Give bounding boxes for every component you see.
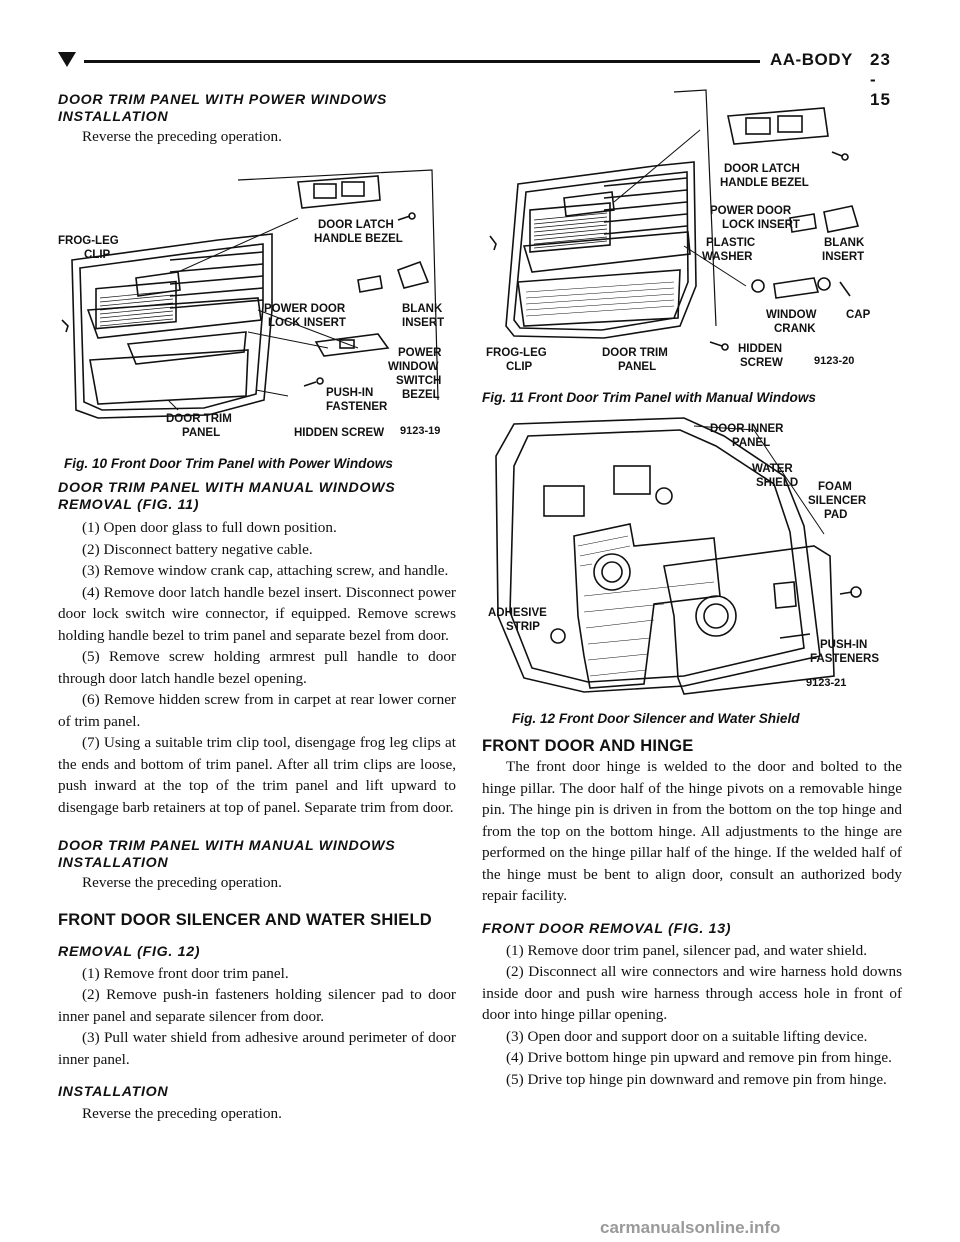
fig10-label-door-latch: DOOR LATCH <box>318 219 394 231</box>
fig11-label-cap: CAP <box>846 309 871 321</box>
fig10-label-lock-insert: LOCK INSERT <box>268 317 346 329</box>
step: (3) Pull water shield from adhesive around perimeter of door inner panel. <box>58 1029 456 1068</box>
fig10-label-fastener: FASTENER <box>326 401 388 413</box>
step: (4) Drive bottom hinge pin upward and remove pin from hinge. <box>506 1049 892 1066</box>
section-subheading: INSTALLATION <box>58 1084 169 1100</box>
fig11-label-door-latch: DOOR LATCH <box>724 163 800 175</box>
left-column-top <box>58 92 456 148</box>
fig11-label-handle-bezel: HANDLE BEZEL <box>720 177 809 189</box>
fig10-label-window: WINDOW <box>388 361 439 373</box>
fig12-label-fasteners: FASTENERS <box>810 653 880 665</box>
fig12-label-adhesive: ADHESIVE <box>488 607 547 619</box>
fig11-label-crank: CRANK <box>774 323 816 335</box>
fig10-label-clip: CLIP <box>84 249 111 261</box>
fig10-label-power: POWER <box>398 347 442 359</box>
fig10-label-door-trim: DOOR TRIM <box>166 413 232 425</box>
step: (1) Remove door trim panel, silencer pad, and water shield. <box>506 941 868 959</box>
fig10-label-bezel: BEZEL <box>402 389 440 401</box>
section-heading: FRONT DOOR SILENCER AND WATER SHIELD <box>58 910 432 929</box>
section-subheading: FRONT DOOR REMOVAL (FIG. 13) <box>482 920 732 937</box>
fig10-label-blank: BLANK <box>402 303 443 315</box>
fig10-label-panel: PANEL <box>182 427 221 439</box>
section-heading: DOOR TRIM PANEL WITH MANUAL WINDOWS <box>58 480 396 496</box>
section-subheading: REMOVAL (FIG. 12) <box>58 943 201 960</box>
fig10-label-frog-leg: FROG-LEG <box>58 235 119 247</box>
figure-12-caption: Fig. 12 Front Door Silencer and Water Shield <box>512 711 800 726</box>
figure-12 <box>484 416 894 706</box>
figure-10-caption: Fig. 10 Front Door Trim Panel with Power Windows <box>64 456 393 471</box>
header-rule <box>84 60 760 63</box>
fig11-label-door-trim: DOOR TRIM <box>602 347 668 359</box>
fig12-label-strip: STRIP <box>506 621 540 633</box>
section-heading: DOOR TRIM PANEL WITH MANUAL WINDOWS <box>58 838 396 854</box>
fig11-label-blank: BLANK <box>824 237 865 249</box>
header-page-number: 23 - 15 <box>870 50 891 109</box>
right-column-main <box>482 736 902 1090</box>
fig11-label-power-door: POWER DOOR <box>710 205 792 217</box>
watermark: carmanualsonline.info <box>600 1218 781 1237</box>
step: (1) Open door glass to full down position. <box>82 519 337 536</box>
section-subheading: REMOVAL (FIG. 11) <box>58 497 200 513</box>
fig10-code: 9123-19 <box>400 425 441 437</box>
step: (2) Disconnect all wire connectors and wire harness hold downs inside door and push wire harness through access hole in front of door into hinge pillar opening. <box>482 963 902 1023</box>
paragraph: Reverse the preceding operation. <box>82 874 282 891</box>
fig11-label-plastic: PLASTIC <box>706 237 756 249</box>
figure-12-illustration <box>484 416 894 706</box>
fig10-label-handle-bezel: HANDLE BEZEL <box>314 233 403 245</box>
step: (3) Remove window crank cap, attaching screw, and handle. <box>82 562 449 579</box>
fig11-label-clip: CLIP <box>506 361 533 373</box>
step: (7) Using a suitable trim clip tool, disengage frog leg clips at the ends and bottom of trim panel. After all trim clips are loose, push inward at the top of the trim panel and lift upward to disengage barb retainers at top of panel. Separate trim from door. <box>58 734 456 816</box>
paragraph: The front door hinge is welded to the door and bolted to the hinge pillar. The door half of the hinge pivots on a removable hinge pin. The hinge pin is driven in from the bottom on the top hinge and from the top on the bottom hinge. All adjustments to the hinge are performed on the hinge pillar half of the hinge. If the welded half of the hinge must be bent to align door, consult an authorized body repair facility. <box>482 758 902 904</box>
fig11-label-screw: SCREW <box>740 357 783 369</box>
fig12-label-door-inner: DOOR INNER <box>710 423 784 435</box>
fig11-label-washer: WASHER <box>702 251 753 263</box>
section-heading: FRONT DOOR AND HINGE <box>482 737 694 755</box>
fig11-label-lock-insert: LOCK INSERT <box>722 219 800 231</box>
fig11-label-insert: INSERT <box>822 251 865 263</box>
fig11-label-window: WINDOW <box>766 309 817 321</box>
paragraph: Reverse the preceding operation. <box>82 128 282 145</box>
step: (1) Remove front door trim panel. <box>82 964 289 982</box>
fig11-label-hidden: HIDDEN <box>738 343 783 355</box>
fig11-label-panel: PANEL <box>618 361 657 373</box>
step: (4) Remove door latch handle bezel insert. Disconnect power door lock switch wire connector, if equipped. Remove screws holding handle bezel to trim panel and separate bezel from door. <box>58 583 456 644</box>
fig10-label-hidden-screw: HIDDEN SCREW <box>294 427 385 439</box>
fig12-label-water: WATER <box>752 463 793 475</box>
figure-10 <box>58 160 458 445</box>
fig11-label-frog-leg: FROG-LEG <box>486 347 547 359</box>
step: (5) Remove screw holding armrest pull handle to door through door latch handle bezel opening. <box>58 648 456 687</box>
section-subheading: INSTALLATION <box>58 109 169 125</box>
fig12-label-silencer: SILENCER <box>808 495 867 507</box>
header-section-title: AA-BODY <box>770 50 853 69</box>
step: (3) Open door and support door on a suitable lifting device. <box>506 1027 868 1045</box>
step: (2) Disconnect battery negative cable. <box>82 540 313 558</box>
header-triangle-icon <box>58 52 76 67</box>
fig12-code: 9123-21 <box>806 677 847 689</box>
fig12-label-pad: PAD <box>824 509 848 521</box>
fig12-label-push-in: PUSH-IN <box>820 639 868 651</box>
fig10-label-insert: INSERT <box>402 317 445 329</box>
section-heading: DOOR TRIM PANEL WITH POWER WINDOWS <box>58 92 388 108</box>
fig10-label-switch: SWITCH <box>396 375 442 387</box>
figure-11 <box>484 86 900 382</box>
figure-10-illustration <box>58 160 458 445</box>
paragraph: Reverse the preceding operation. <box>82 1105 282 1122</box>
fig11-code: 9123-20 <box>814 355 855 367</box>
step: (5) Drive top hinge pin downward and remove pin from hinge. <box>506 1070 887 1088</box>
section-subheading: INSTALLATION <box>58 855 169 871</box>
fig10-label-power-door: POWER DOOR <box>264 303 346 315</box>
fig12-label-foam: FOAM <box>818 481 852 493</box>
step: (2) Remove push-in fasteners holding silencer pad to door inner panel and separate silencer from door. <box>58 986 456 1025</box>
figure-11-illustration <box>484 86 900 382</box>
fig12-label-panel: PANEL <box>732 437 771 449</box>
fig10-label-push-in: PUSH-IN <box>326 387 374 399</box>
figure-11-caption: Fig. 11 Front Door Trim Panel with Manual Windows <box>482 390 816 405</box>
fig12-label-shield: SHIELD <box>756 477 799 489</box>
step: (6) Remove hidden screw from in carpet at rear lower corner of trim panel. <box>58 691 456 730</box>
left-column-main <box>58 480 456 1125</box>
